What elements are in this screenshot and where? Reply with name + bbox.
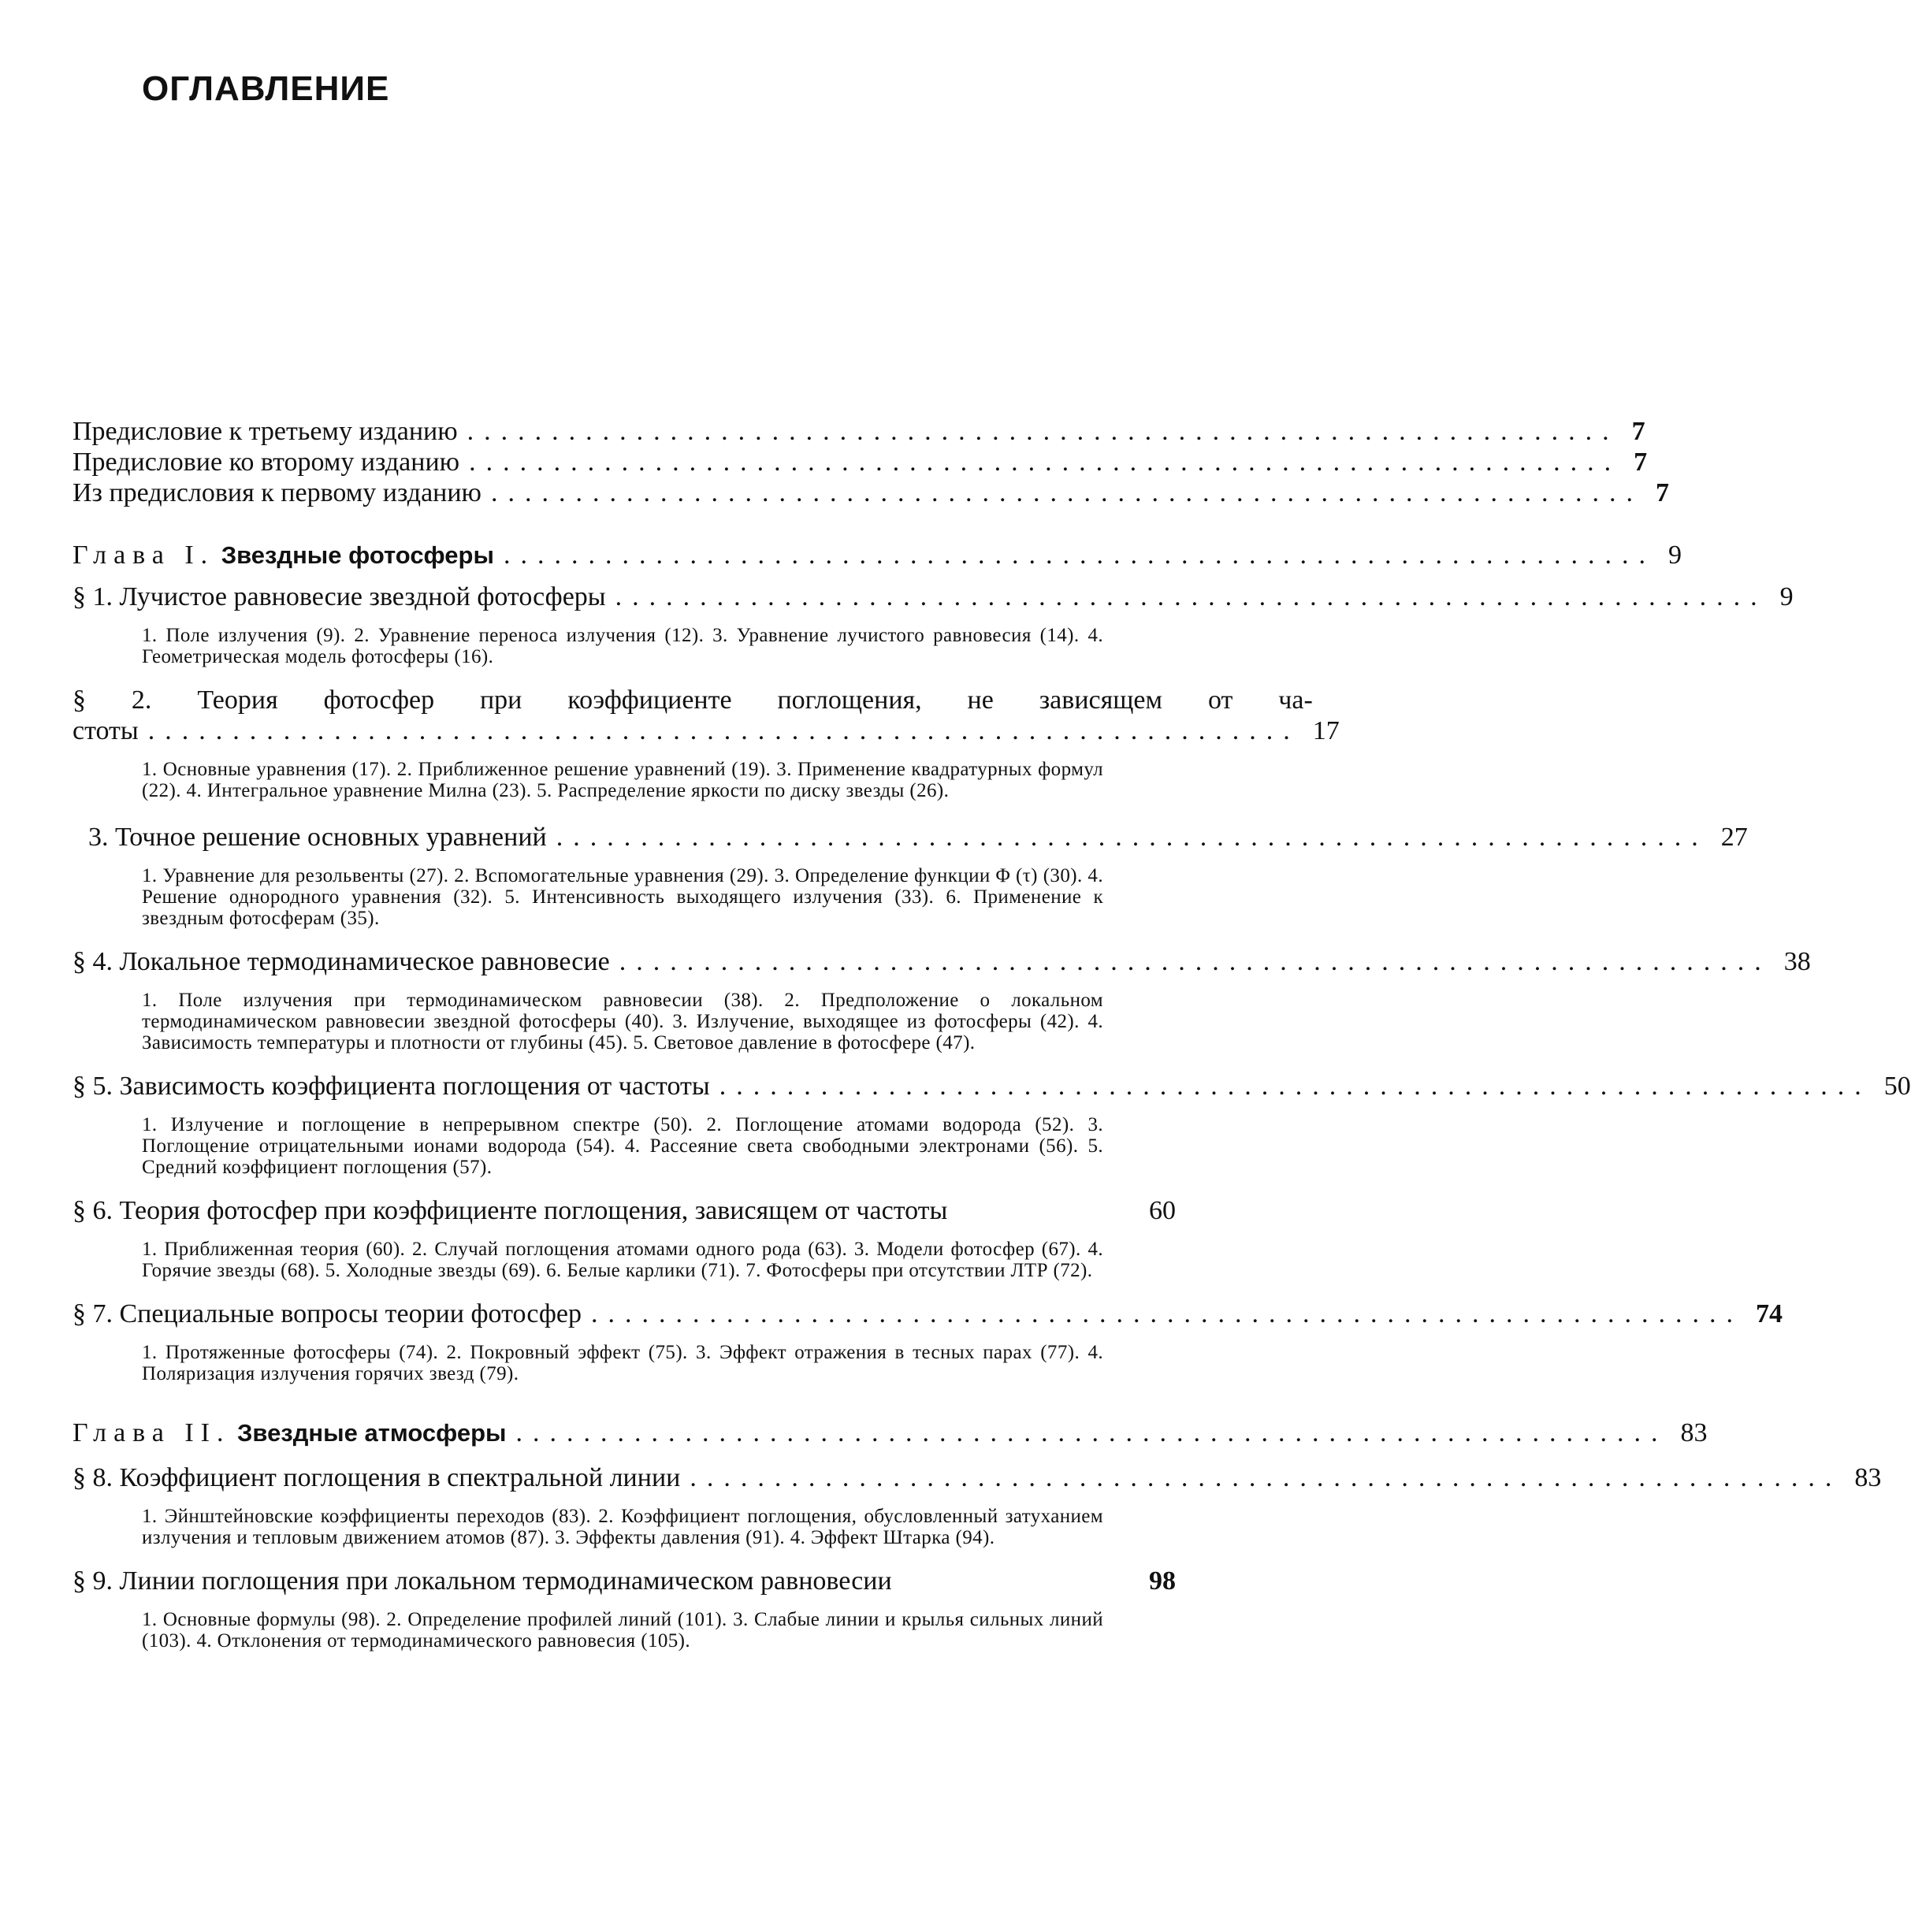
toc-section-2[interactable]: [72, 685, 1340, 746]
table-of-contents: [72, 416, 1911, 1651]
toc-chapter-2[interactable]: [72, 1417, 1708, 1448]
section-title: Зависимость коэффициента поглощения от частоты: [119, 1072, 710, 1101]
page-number: 9: [1667, 541, 1682, 570]
chapter-title: Звездные фотосферы: [221, 541, 494, 569]
section-number: 3.: [88, 823, 109, 852]
section-title: Локальное термодинамическое равновесие: [119, 947, 610, 976]
section-number: § 1.: [72, 582, 113, 611]
leader-dots: ....................................................................: [690, 1463, 1842, 1492]
entry-title: Предисловие ко второму изданию: [72, 448, 460, 477]
page-number: 9: [1779, 582, 1794, 611]
section-number: § 4.: [72, 947, 113, 976]
leader-dots: ....................................................................: [515, 1418, 1668, 1447]
section-title-line1: Теория фотосфер при коэффициенте поглощения, не зависящем от ча-: [197, 685, 1313, 715]
leader-dots: ....................................................................: [556, 823, 1708, 852]
section-subtopics: 1. Поле излучения (9). 2. Уравнение переноса излучения (12). 3. Уравнение лучистого равновесия (14). 4. Геометрическая модель фотосферы (16).: [142, 625, 1103, 667]
leader-dots: ....................................................................: [619, 947, 1772, 976]
section-subtopics: 1. Уравнение для резольвенты (27). 2. Вспомогательные уравнения (29). 3. Определение функции Φ (τ) (30). 4. Решение однородного уравнения (32). 5. Интенсивность выходящего излучения (33). 6. Применение к звездным фотосферам (35).: [142, 865, 1103, 929]
section-title: Специальные вопросы теории фотосфер: [119, 1299, 582, 1328]
leader-dots: ....................................................................: [590, 1299, 1743, 1328]
page-number: 7: [1631, 417, 1645, 446]
page-number: 38: [1783, 947, 1811, 976]
page-number: 17: [1312, 716, 1340, 745]
section-title: Лучистое равновесие звездной фотосферы: [119, 582, 606, 611]
leader-dots: ....................................................................: [147, 716, 1300, 745]
leader-dots: ....................................................................: [615, 582, 1768, 611]
leader-dots: ....................................................................: [503, 541, 1656, 570]
toc-section-3[interactable]: [72, 822, 1748, 853]
page-number: 83: [1854, 1463, 1882, 1492]
section-number: § 9.: [72, 1566, 113, 1596]
section-title: Точное решение основных уравнений: [115, 823, 547, 852]
leader-dots: ....................................................................: [469, 448, 1622, 477]
page-number: 7: [1634, 448, 1648, 477]
section-title-line2: стоты: [72, 716, 139, 745]
section-number: § 6.: [72, 1196, 113, 1225]
toc-section-9[interactable]: [72, 1566, 1176, 1596]
leader-dots: ....................................................................: [467, 417, 1619, 446]
section-number: § 2.: [72, 685, 152, 715]
section-number: § 8.: [72, 1463, 113, 1492]
section-subtopics: 1. Протяженные фотосферы (74). 2. Покровный эффект (75). 3. Эффект отражения в тесных парах (77). 4. Поляризация излучения горячих звезд (79).: [142, 1342, 1103, 1384]
section-title: Теория фотосфер при коэффициенте поглощения, зависящем от частоты: [119, 1196, 948, 1225]
page-number: 50: [1883, 1072, 1911, 1101]
page-number: 74: [1755, 1299, 1783, 1328]
page-number: 7: [1655, 478, 1669, 507]
toc-section-4[interactable]: [72, 946, 1811, 977]
section-subtopics: 1. Приближенная теория (60). 2. Случай поглощения атомами одного рода (63). 3. Модели фотосфер (67). 4. Горячие звезды (68). 5. Холодные звезды (69). 6. Белые карлики (71). 7. Фотосферы при отсутствии ЛТР (72).: [142, 1239, 1103, 1281]
section-number: § 5.: [72, 1072, 113, 1101]
leader-dots: ....................................................................: [719, 1072, 1872, 1101]
page-number: 98: [1149, 1566, 1176, 1596]
page-number: 60: [1149, 1196, 1176, 1225]
section-subtopics: 1. Эйнштейновские коэффициенты переходов (83). 2. Коэффициент поглощения, обусловленный затуханием излучения и тепловым движением атомов (87). 3. Эффекты давления (91). 4. Эффект Штарка (94).: [142, 1506, 1103, 1548]
toc-entry-preface-1[interactable]: [72, 477, 1669, 508]
toc-section-7[interactable]: [72, 1299, 1783, 1329]
toc-chapter-1[interactable]: [72, 540, 1682, 570]
leader-dots: ....................................................................: [490, 478, 1643, 507]
page-number: 83: [1680, 1418, 1708, 1447]
section-subtopics: 1. Поле излучения при термодинамическом равновесии (38). 2. Предположение о локальном термодинамическом равновесии звездной фотосферы (40). 3. Излучение, выходящее из фотосферы (42). 4. Зависимость температуры и плотности от глубины (45). 5. Световое давление в фотосфере (47).: [142, 990, 1103, 1053]
entry-title: Из предисловия к первому изданию: [72, 478, 481, 507]
section-subtopics: 1. Основные уравнения (17). 2. Приближенное решение уравнений (19). 3. Применение квадратурных формул (22). 4. Интегральное уравнение Милна (23). 5. Распределение яркости по диску звезды (26).: [142, 759, 1103, 801]
chapter-prefix: Глава I.: [72, 541, 215, 570]
chapter-prefix: Глава II.: [72, 1418, 231, 1447]
section-number: § 7.: [72, 1299, 113, 1328]
toc-section-1[interactable]: [72, 581, 1794, 612]
toc-entry-preface-3[interactable]: [72, 416, 1645, 447]
page-number: 27: [1720, 823, 1748, 852]
toc-section-6[interactable]: [72, 1195, 1176, 1226]
toc-section-8[interactable]: [72, 1462, 1882, 1493]
chapter-title: Звездные атмосферы: [237, 1419, 507, 1447]
entry-title: Предисловие к третьему изданию: [72, 417, 458, 446]
section-title: Коэффициент поглощения в спектральной линии: [119, 1463, 681, 1492]
section-subtopics: 1. Основные формулы (98). 2. Определение профилей линий (101). 3. Слабые линии и крылья сильных линий (103). 4. Отклонения от термодинамического равновесия (105).: [142, 1609, 1103, 1651]
section-title: Линии поглощения при локальном термодинамическом равновесии: [119, 1566, 892, 1596]
toc-section-5[interactable]: [72, 1071, 1911, 1102]
page-title: ОГЛАВЛЕНИЕ: [142, 69, 390, 108]
toc-entry-preface-2[interactable]: [72, 447, 1648, 477]
section-subtopics: 1. Излучение и поглощение в непрерывном спектре (50). 2. Поглощение атомами водорода (52). 3. Поглощение отрицательными ионами водорода (54). 4. Рассеяние света свободными электронами (56). 5. Средний коэффициент поглощения (57).: [142, 1114, 1103, 1178]
